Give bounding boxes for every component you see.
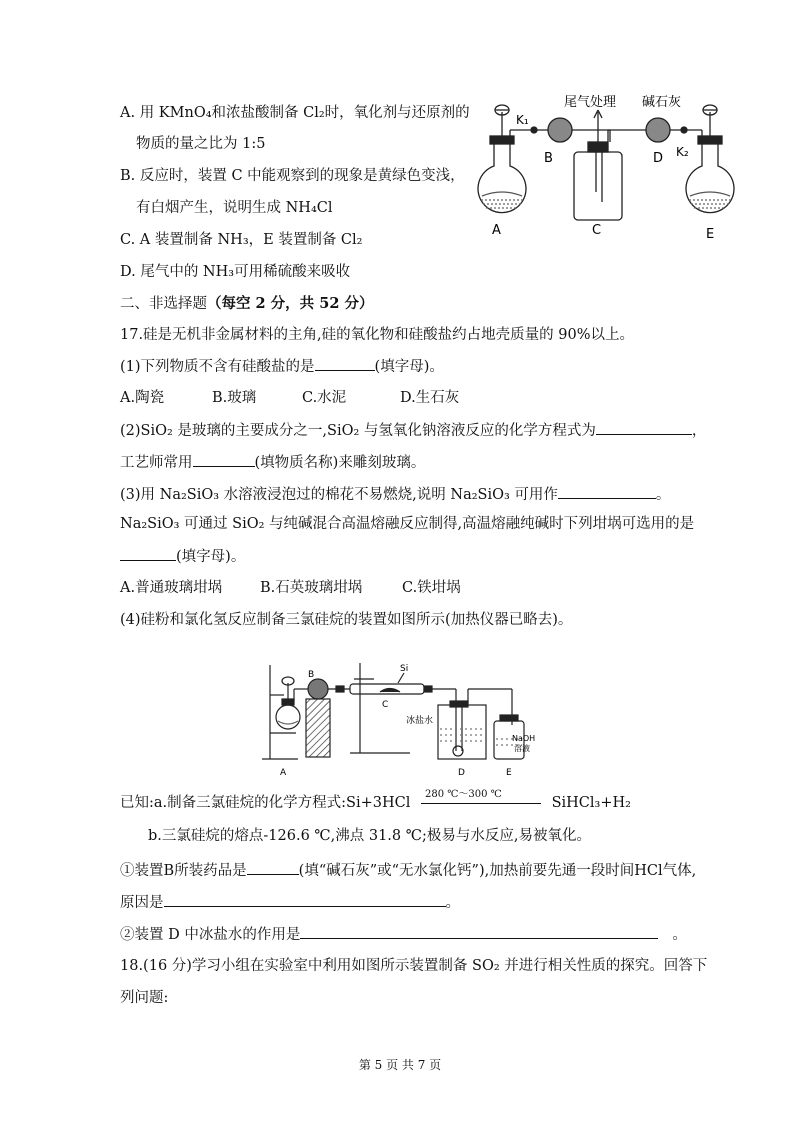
ice-salt-water-label: 冰盐水: [406, 716, 434, 726]
soda-lime-label: 碱石灰: [642, 95, 682, 110]
q17-part1-tail: (填字母)。: [374, 359, 444, 375]
tail-gas-label: 尾气处理: [564, 95, 617, 110]
q17-part2-line2: [120, 452, 425, 473]
option-c: C. A 装置制备 NH₃，E 装置制备 Cl₂: [120, 232, 363, 248]
q18-line1: 18.(16 分)学习小组在实验室中利用如图所示装置制备 SO₂ 并进行相关性质的探究。回答下: [120, 958, 708, 974]
option-c: C.铁坩埚: [402, 580, 461, 596]
option-b: B.玻璃: [212, 390, 257, 406]
q17-sub2-tail: 。: [672, 927, 687, 943]
answer-blank[interactable]: [315, 356, 375, 371]
q17-sub1b-text: 原因是: [120, 895, 164, 911]
q17-part1-text: (1)下列物质不含有硅酸盐的是: [120, 359, 315, 375]
fig2-label-si: Si: [400, 664, 409, 674]
option-d: D.生石灰: [400, 390, 460, 406]
section-heading: [120, 294, 373, 314]
fig-label-d: D: [653, 151, 664, 166]
q17-part2b-tail: (填物质名称)来雕刻玻璃。: [254, 455, 426, 471]
q17-sub1-tail: (填“碱石灰”或“无水氯化钙”),加热前要先通一段时间HCl气体,: [298, 863, 697, 879]
q17-part3-line3: [120, 546, 245, 567]
q17-part1: [120, 356, 444, 377]
q17-part2-text: (2)SiO₂ 是玻璃的主要成分之一,SiO₂ 与氢氧化钠溶液反应的化学方程式为: [120, 423, 596, 439]
q17-part3-line1: [120, 484, 670, 505]
q17-sub2-text: ②装置 D 中冰盐水的作用是: [120, 927, 301, 943]
answer-blank[interactable]: [247, 860, 299, 875]
naoh-label: NaOH: [512, 734, 536, 743]
option-a-line2: 物质的量之比为 1:5: [136, 136, 266, 152]
fig-label-b: B: [544, 151, 553, 166]
q18-line2: 列问题:: [120, 990, 169, 1006]
answer-blank[interactable]: [596, 420, 692, 435]
fig-label-a: A: [492, 223, 501, 238]
answer-blank[interactable]: [300, 924, 658, 939]
known-a-text: 已知:a.制备三氯硅烷的化学方程式:Si+3HCl: [120, 795, 411, 811]
option-b-line2: 有白烟产生，说明生成 NH₄Cl: [136, 200, 333, 216]
page-footer: 第 5 页 共 7 页: [358, 1058, 442, 1072]
section-score-note: （每空 2 分，共 52 分）: [207, 295, 374, 312]
option-c: C.水泥: [302, 390, 347, 406]
section-prefix: 二、非选择题: [120, 296, 207, 312]
option-b-line1: B. 反应时，装置 C 中能观察到的现象是黄绿色变浅，: [120, 168, 465, 184]
fig2-label-d: D: [458, 768, 465, 778]
q17-part4: (4)硅粉和氯化氢反应制备三氯硅烷的装置如图所示(加热仪器已略去)。: [120, 612, 573, 628]
solution-label: 溶液: [514, 744, 530, 753]
q17-part3-line2: Na₂SiO₃ 可通过 SiO₂ 与纯碱混合高温熔融反应制得,高温熔融纯碱时下列坩埚可选用的是: [120, 516, 695, 532]
option-a: A.普通玻璃坩埚: [120, 580, 223, 596]
option-a: A.陶瓷: [120, 390, 165, 406]
k1-label: K₁: [516, 113, 529, 127]
q17-stem: 17.硅是无机非金属材料的主角,硅的氧化物和硅酸盐约占地壳质量的 90%以上。: [120, 327, 635, 343]
q17-apparatus-figure: [262, 655, 542, 780]
answer-blank[interactable]: [558, 484, 656, 499]
q17-part3c-tail: (填字母)。: [176, 549, 246, 565]
q17-part3-text: (3)用 Na₂SiO₃ 水溶液浸泡过的棉花不易燃烧,说明 Na₂SiO₃ 可用作: [120, 487, 558, 503]
known-b: b.三氯硅烷的熔点-126.6 ℃,沸点 31.8 ℃;极易与水反应,易被氧化。: [148, 828, 591, 844]
fig2-label-c: C: [382, 700, 389, 710]
q17-part2-line1: [120, 420, 706, 441]
q17-sub1b-tail: 。: [445, 895, 460, 911]
known-a-product: SiHCl₃+H₂: [551, 795, 631, 811]
answer-blank[interactable]: [193, 452, 255, 467]
reaction-condition: 280 ℃～300 ℃: [424, 789, 502, 800]
fig-label-e: E: [706, 227, 715, 242]
q17-sub2: [120, 924, 687, 945]
q17-part2-tail: ，: [691, 423, 707, 439]
fig2-label-a: A: [280, 768, 287, 778]
q17-sub1-line2: [120, 892, 460, 913]
option-a-line1: A. 用 KMnO₄和浓盐酸制备 Cl₂时，氧化剂与还原剂的: [120, 105, 470, 121]
known-a: [120, 789, 631, 813]
answer-blank[interactable]: [164, 892, 446, 907]
reaction-line: [421, 803, 541, 804]
q17-sub1-text: ①装置B所装药品是: [120, 863, 247, 879]
fig2-label-e: E: [506, 768, 512, 778]
q17-part3-tail: 。: [655, 487, 671, 503]
k2-label: K₂: [676, 145, 689, 159]
answer-blank[interactable]: [120, 546, 176, 561]
fig2-label-b: B: [308, 670, 315, 680]
q17-part2b-text: 工艺师常用: [120, 455, 193, 471]
option-d: D. 尾气中的 NH₃可用稀硫酸来吸收: [120, 264, 351, 280]
reaction-arrow: [415, 789, 547, 813]
q17-sub1-line1: [120, 860, 696, 881]
fig-label-c: C: [592, 223, 602, 238]
q16-apparatus-figure: [470, 92, 740, 242]
option-b: B.石英玻璃坩埚: [260, 580, 363, 596]
